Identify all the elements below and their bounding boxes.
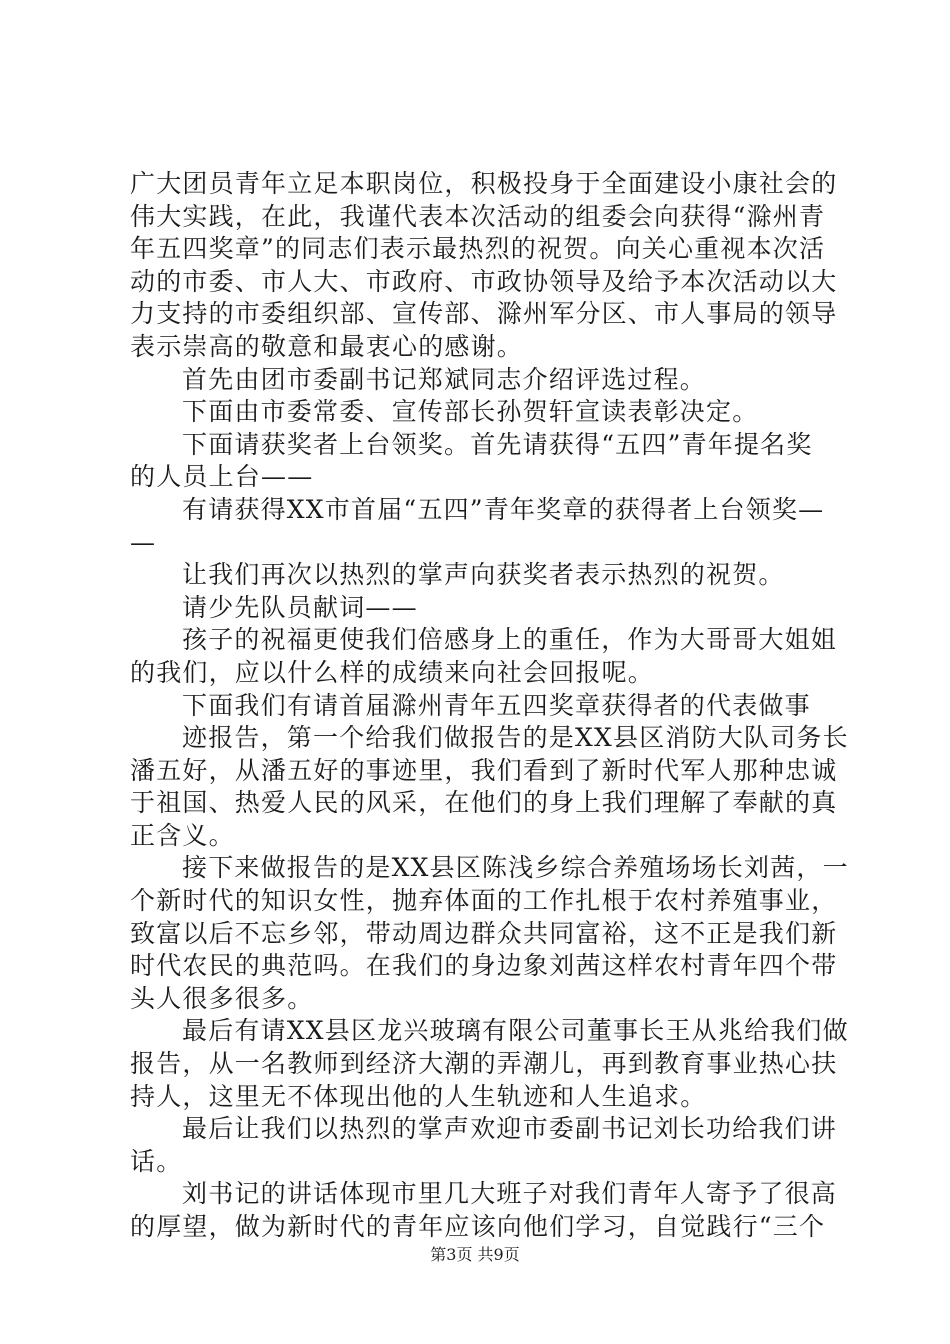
text-line: 时代农民的典范吗。在我们的身边象刘茜这样农村青年四个带	[130, 951, 838, 981]
text-line: 有请获得XX市首届“五四”青年奖章的获得者上台领奖—	[182, 494, 825, 524]
page-number-label: 第3页 共9页	[430, 1245, 520, 1264]
text-line: 让我们再次以热烈的掌声向获奖者表示热烈的祝贺。	[182, 560, 785, 590]
text-line: 持人，这里无不体现出他的人生轨迹和人生追求。	[130, 1081, 707, 1111]
text-line: 的厚望，做为新时代的青年应该向他们学习，自觉践行“三个	[130, 1212, 826, 1241]
text-line: 最后有请XX县区龙兴玻璃有限公司董事长王从兆给我们做	[182, 1016, 849, 1046]
text-line: 动的市委、市人大、市政府、市政协领导及给予本次活动以大	[130, 266, 838, 296]
text-line: 广大团员青年立足本职岗位，积极投身于全面建设小康社会的	[130, 169, 838, 198]
text-line: 正含义。	[130, 820, 235, 850]
text-line: 个新时代的知识女性，抛弃体面的工作扎根于农村养殖事业，	[130, 886, 838, 916]
text-line: 致富以后不忘乡邻，带动周边群众共同富裕，这不正是我们新	[130, 918, 838, 948]
text-line: 表示崇高的敬意和最衷心的感谢。	[130, 331, 524, 361]
text-line: 话。	[130, 1146, 183, 1176]
text-line: 迹报告，第一个给我们做报告的是XX县区消防大队司务长	[182, 723, 849, 753]
text-line: 报告，从一名教师到经济大潮的弄潮儿，再到教育事业热心扶	[130, 1049, 838, 1079]
text-line: 的我们，应以什么样的成绩来向社会回报呢。	[130, 657, 655, 687]
text-line: 力支持的市委组织部、宣传部、滁州军分区、市人事局的领导	[130, 299, 838, 329]
text-line: 首先由团市委副书记郑斌同志介绍评选过程。	[182, 364, 707, 394]
text-line: 刘书记的讲话体现市里几大班子对我们青年人寄予了很高	[182, 1179, 838, 1209]
text-line: 最后让我们以热烈的掌声欢迎市委副书记刘长功给我们讲	[182, 1114, 838, 1144]
text-line: 下面我们有请首届滁州青年五四奖章获得者的代表做事	[182, 690, 811, 720]
text-line: 头人很多很多。	[130, 983, 314, 1013]
text-line: 接下来做报告的是XX县区陈浅乡综合养殖场场长刘茜，一	[182, 853, 849, 883]
text-line: 下面请获奖者上台领奖。首先请获得“五四”青年提名奖	[182, 429, 813, 459]
text-line: 于祖国、热爱人民的风采，在他们的身上我们理解了奉献的真	[130, 788, 838, 818]
text-line: 请少先队员献词——	[182, 592, 418, 622]
page-footer	[0, 1242, 950, 1265]
text-line: 年五四奖章”的同志们表示最热烈的祝贺。向关心重视本次活	[130, 234, 826, 264]
text-line: 伟大实践，在此，我谨代表本次活动的组委会向获得“滁州青	[130, 201, 826, 231]
text-line: —	[130, 527, 157, 557]
document-body	[130, 168, 849, 1244]
text-line: 下面由市委常委、宣传部长孙贺轩宣读表彰决定。	[182, 397, 759, 427]
text-line: 孩子的祝福更使我们倍感身上的重任，作为大哥哥大姐姐	[182, 625, 838, 655]
text-line: 的人员上台——	[130, 462, 314, 492]
text-line: 潘五好，从潘五好的事迹里，我们看到了新时代军人那种忠诚	[130, 755, 838, 785]
